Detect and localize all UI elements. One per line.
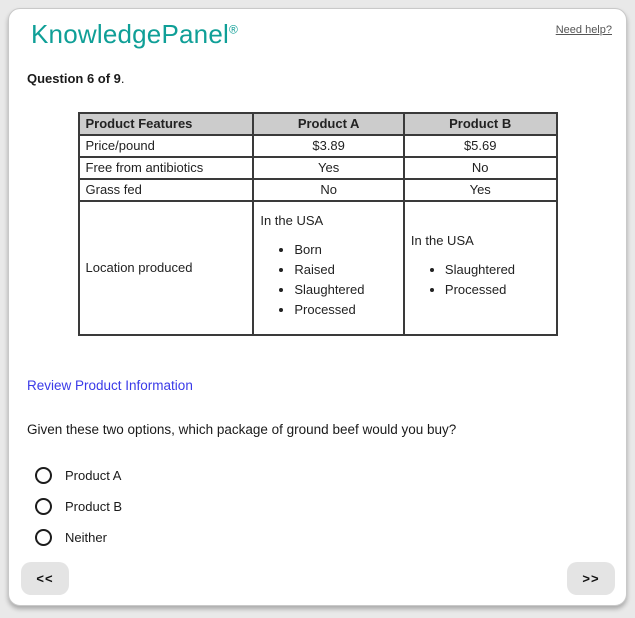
column-header-features: Product Features (79, 113, 254, 135)
question-counter (27, 71, 616, 86)
product-a-value: Yes (253, 157, 404, 179)
table-row-location (79, 201, 557, 335)
brand-name: KnowledgePanel (31, 19, 229, 49)
bullet-item: • Raised (294, 262, 397, 277)
bullet-item: • Born (294, 242, 397, 257)
table-row-antibiotics (79, 157, 557, 179)
question-text: Given these two options, which package of ground beef would you buy? (27, 421, 457, 437)
column-header-product-b: Product B (404, 113, 557, 135)
bullet-item: • Slaughtered (294, 282, 397, 297)
question-counter-text: Question 6 of 9 (27, 70, 121, 86)
table-row-price (79, 135, 557, 157)
location-intro-b: In the USA (410, 233, 474, 249)
brand-logo (31, 20, 238, 49)
product-b-location-cell (404, 201, 557, 335)
review-product-information-link[interactable]: Review Product Information (27, 377, 193, 393)
feature-label: Free from antibiotics (79, 157, 254, 179)
product-a-value: $3.89 (253, 135, 404, 157)
location-intro-a: In the USA (260, 213, 324, 229)
answer-options (35, 467, 616, 546)
product-a-value: No (253, 179, 404, 201)
product-b-value: No (404, 157, 557, 179)
question-counter-period: . (120, 70, 125, 86)
table-row-grassfed (79, 179, 557, 201)
option-label: Neither (65, 529, 107, 545)
need-help-link[interactable]: Need help? (555, 24, 612, 36)
navigation-bar (21, 562, 615, 595)
option-neither[interactable] (35, 529, 616, 546)
option-product-a[interactable] (35, 467, 616, 484)
card-header (19, 18, 616, 49)
column-header-product-a: Product A (253, 113, 404, 135)
bullet-item: • Processed (294, 302, 397, 317)
radio-button-icon[interactable] (35, 467, 52, 484)
option-label: Product B (65, 498, 123, 514)
radio-button-icon[interactable] (35, 498, 52, 515)
option-label: Product A (65, 467, 122, 483)
back-button[interactable]: << (21, 562, 69, 595)
trademark-symbol: ® (228, 22, 238, 37)
product-b-value: $5.69 (404, 135, 557, 157)
next-button[interactable]: >> (567, 562, 615, 595)
bullet-item: • Processed (445, 282, 550, 297)
feature-label: Location produced (79, 201, 254, 335)
product-a-location-cell (253, 201, 404, 335)
location-bullets-a (260, 242, 397, 317)
bullet-item: • Slaughtered (445, 262, 550, 277)
feature-label: Grass fed (79, 179, 254, 201)
product-comparison-table (78, 112, 558, 336)
feature-label: Price/pound (79, 135, 254, 157)
product-b-value: Yes (404, 179, 557, 201)
option-product-b[interactable] (35, 498, 616, 515)
table-header-row (79, 113, 557, 135)
location-bullets-b (411, 262, 550, 297)
survey-card (8, 8, 627, 606)
radio-button-icon[interactable] (35, 529, 52, 546)
